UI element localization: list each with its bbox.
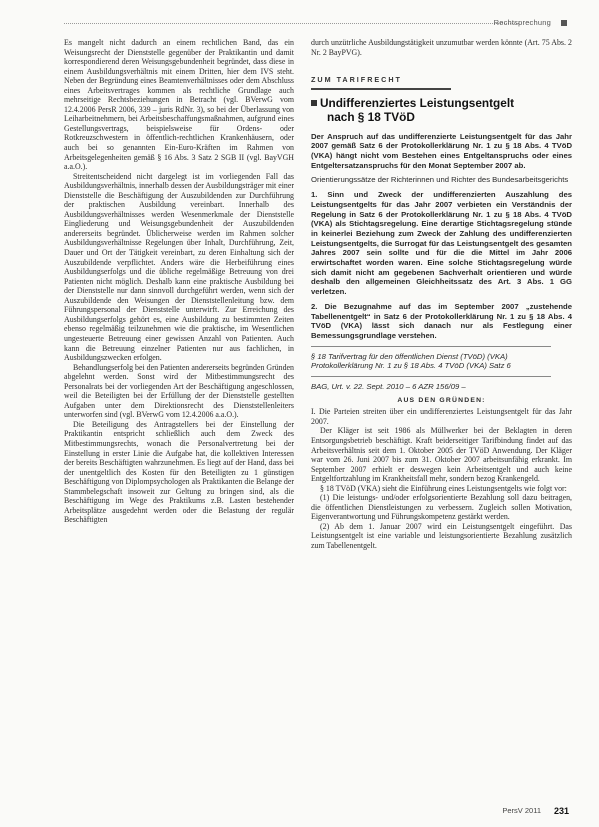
left-column [64, 38, 294, 525]
reasons-paragraph: § 18 TVöD (VKA) sieht die Einführung eines Leistungsentgelts wie folgt vor: [320, 483, 567, 493]
guidelines-intro: Orientierungssätze der Richterinnen und Richter des Bundesarbeitsgerichts [311, 175, 569, 185]
divider [311, 346, 551, 347]
paragraph: Behandlungserfolg bei den Patienten andererseits begründen Gründen abgelehnt werden. Sonst wird der Mitbestimmungsrecht des Personalrats bei der vorliegenden Art der Beschäftigung angeschlossen, weil die Beteiligten bei der Erfüllung der der Dienststelle gestellten Aufgaben unter dem Direktionsrecht des Dienststellenleiters unterworfen sind (vgl. BVerwG vom 12.4.2006 a.a.O.). [64, 362, 294, 420]
square-marker-icon [561, 20, 567, 26]
headline-line-1: Undifferenziertes Leistungsentgelt [320, 95, 515, 110]
norm-reference-2: Protokollerklärung Nr. 1 zu § 18 Abs. 4 TVöD (VKA) Satz 6 [311, 361, 511, 371]
section-header-label: Rechtsprechung [493, 18, 551, 27]
summary-paragraph: Der Anspruch auf das undifferenzierte Leistungsentgelt für das Jahr 2007 gemäß Satz 6 der Protokollerklärung Nr. 1 zu § 18 Abs. 4 TVöD (VKA) hängt nicht vom Bestehen eines Entgeltanspruchs oder eines Entgeltersatzanspruchs für den Monat September 2007 ab. [311, 131, 572, 170]
guideline-point-2: 2. Die Bezugnahme auf das im September 2007 „zustehende Tabellenentgelt“ in Satz 6 der Protokollerklärung Nr. 1 zu § 18 Abs. 4 TVöD (VKA) lässt sich danach nur als Festlegung einer Bemessungsgrundlage verstehen. [311, 301, 572, 340]
journal-name: PersV 2011 [502, 806, 541, 815]
reasons-heading: AUS DEN GRÜNDEN: [397, 396, 486, 404]
headline-line-2: nach § 18 TVöD [327, 109, 415, 124]
paragraph: Streitentscheidend nicht dargelegt ist im vorliegenden Fall das Ausbildungsverhältnis, innerhalb dessen der Ausbildungsträger mit einer Dienststelle die Beschäftigung der Auszubildenden zur Durchführung der praktischen Ausbildung vereinbart. Innerhalb des Ausbildungsverhältnisses werden Wesenmerkmale der Dienststelle Eingliederung und Weisungsgebundenheit der Auszubildenden andererseits begründet. Üblicherweise werden im Rahmen solcher Ausbildungsverhältnisse Regelungen über Inhalt, Durchführung, Zeit, Dauer und Ort der Tätigkeit vereinbart, zu deren Einhaltung sich der Auszubildende verpflichtet. Anders wäre die Herbeiführung eines Ausbildungserfolgs und die übliche regelmäßige Betreuung von drei Patienten nicht möglich. Deshalb kann eine praktische Ausbildung bei der Dienststelle nur dann sinnvoll durchgeführt werden, wenn sich der Auszubildende den Weisungen der Dienststellenleitung bzw. dem Führungspersonal der Dienststelle unterwirft. Zur Erreichung des Ausbildungserfolgs gehört es, eine Ausbildung zu bestimmten Zeiten ebenso regelmäßig teilzunehmen wie die praktische, im Wesentlichen ungesteuerte Betreuung einer gewissen Anzahl von Patienten. Auch kann die Betreuung einzelner Patienten nur aus fachlichen, in Ausbildungszwecken erfolgen. [64, 171, 294, 363]
right-column [311, 38, 572, 551]
guideline-point-1: 1. Sinn und Zweck der undifferenzierten Auszahlung des Leistungsentgelts für das Jahr 2007 verbieten ein Verständnis der Regelung in Satz 6 der Protokollerklärung Nr. 1 zu § 18 Abs. 4 TVöD (VKA) als Stichtagsregelung. Eine derartige Stichtagsregelung stünde in keinerlei Beziehung zum Zweck der Zahlung des undifferenzierten Leistungsentgelts, die Surrogat für das Leistungsentgelt des gesamten Jahres 2007 sein sollte und für die die Mittel im Jahr 2006 erwirtschaftet worden waren. Eine solche Stichtagsregelung würde sich damit nicht am gegebenen Sachverhalt orientieren und würde deshalb den allgemeinen Gleichheitssatz des Art. 3 Abs. 1 GG verletzen. [311, 190, 572, 297]
reasons-paragraph: (2) Ab dem 1. Januar 2007 wird ein Leistungsentgelt eingeführt. Das Leistungsentgelt ist eine variable und leistungsorientierte Bezahlung zusätzlich zum Tabellenentgelt. [311, 521, 572, 551]
norm-reference-1: § 18 Tarifvertrag für den öffentlichen Dienst (TVöD) (VKA) [311, 351, 508, 361]
court-citation: BAG, Urt. v. 22. Sept. 2010 – 6 AZR 156/09 – [311, 382, 466, 392]
paragraph: Die Beteiligung des Antragstellers bei der Einstellung der Praktikantin entspricht schließlich auch dem Zweck des Mitbestimmungsrechts, wonach die Personalvertretung bei der Einstellung in erster Linie die Aufgabe hat, die kollektiven Interessen der bereits Beschäftigten wahrzunehmen. Es liegt auf der Hand, dass bei der unentgeltlich des Kosten für den Beteiligten zu 1 günstigen Beschäftigung von Diplompsychologen als Praktikanten die Belange der Stammbelegschaft insoweit zur Geltung zu bringen sind, als die Beschäftigung im Wege des Praktikums z.B. Lasten bestehender Arbeitsplätze ausgedehnt werden oder die Belastung der regulär Beschäftigten [64, 419, 294, 525]
running-header [64, 18, 571, 30]
section-label: ZUM TARIFRECHT [311, 75, 402, 85]
reasons-paragraph: I. Die Parteien streiten über ein undifferenziertes Leistungsentgelt für das Jahr 2007. [311, 407, 572, 426]
article-headline [311, 96, 572, 124]
paragraph: Es mangelt nicht dadurch an einem rechtlichen Band, das ein Weisungsrecht der Dienststelle gegenüber der Praktikantin und damit korrespondierend deren Weisungsgebundenheit begründet, dass diese in einem Ausbildungsverhältnis mit einem Dritten, hier dem IVS steht. Neben der Begründung eines Beamtenverhältnisses oder dem Abschluss eines Arbeitsvertrages kommen als rechtliche Grundlage auch mehrseitige Rechtsbeziehungen in Betracht (vgl. BVerwG vom 12.4.2006 PersR 2006, 339 – juris RdNr. 3), so bei der Überlassung von Leiharbeitnehmern, bei Arbeitsbeschaffungsmaßnahmen, aufgrund eines Gestellungsvertrags, beispielsweise für Ordens- oder Rotkreuzschwestern in öffentlich-rechtlichen Krankenhäusern, oder auch bei so genannten Ein-Euro-Kräften im Rahmen von Arbeitsgelegenheiten gemäß § 16 Abs. 3 Satz 2 SGB II (vgl. BayVGH a.a.O.). [64, 38, 294, 172]
continuation-paragraph: durch unzütrliche Ausbildungstätigkeit unzumutbar werden könnte (Art. 75 Abs. 2 Nr. 2 BayPVG). [311, 38, 572, 57]
section-divider [311, 88, 451, 90]
divider [311, 376, 551, 377]
square-bullet-icon [311, 100, 317, 106]
reasons-paragraph: Der Kläger ist seit 1986 als Müllwerker bei der Beklagten in deren Entsorgungsbetrieb beschäftigt. Kraft beiderseitiger Tarifbindung findet auf das Arbeitsverhältnis seit dem 1. Oktober 2005 der TVöD Anwendung. Der Kläger war vom 26. Juni 2007 bis zum 31. Oktober 2007 arbeitsunfähig erkrankt. Im September 2007 erhielt er deswegen kein Arbeitsentgelt und auch keine Entgeltfortzahlung im Krankheitsfall mehr, sondern bezog Krankengeld. [311, 426, 572, 484]
reasons-paragraph: (1) Die leistungs- und/oder erfolgsorientierte Bezahlung soll dazu beitragen, die öffentlichen Dienstleistungen zu verbessern. Zugleich sollen Motivation, Eigenverantwortung und Führungskompetenz gestärkt werden. [311, 493, 572, 522]
page-number: 231 [553, 806, 569, 816]
header-dotted-rule [64, 23, 519, 24]
